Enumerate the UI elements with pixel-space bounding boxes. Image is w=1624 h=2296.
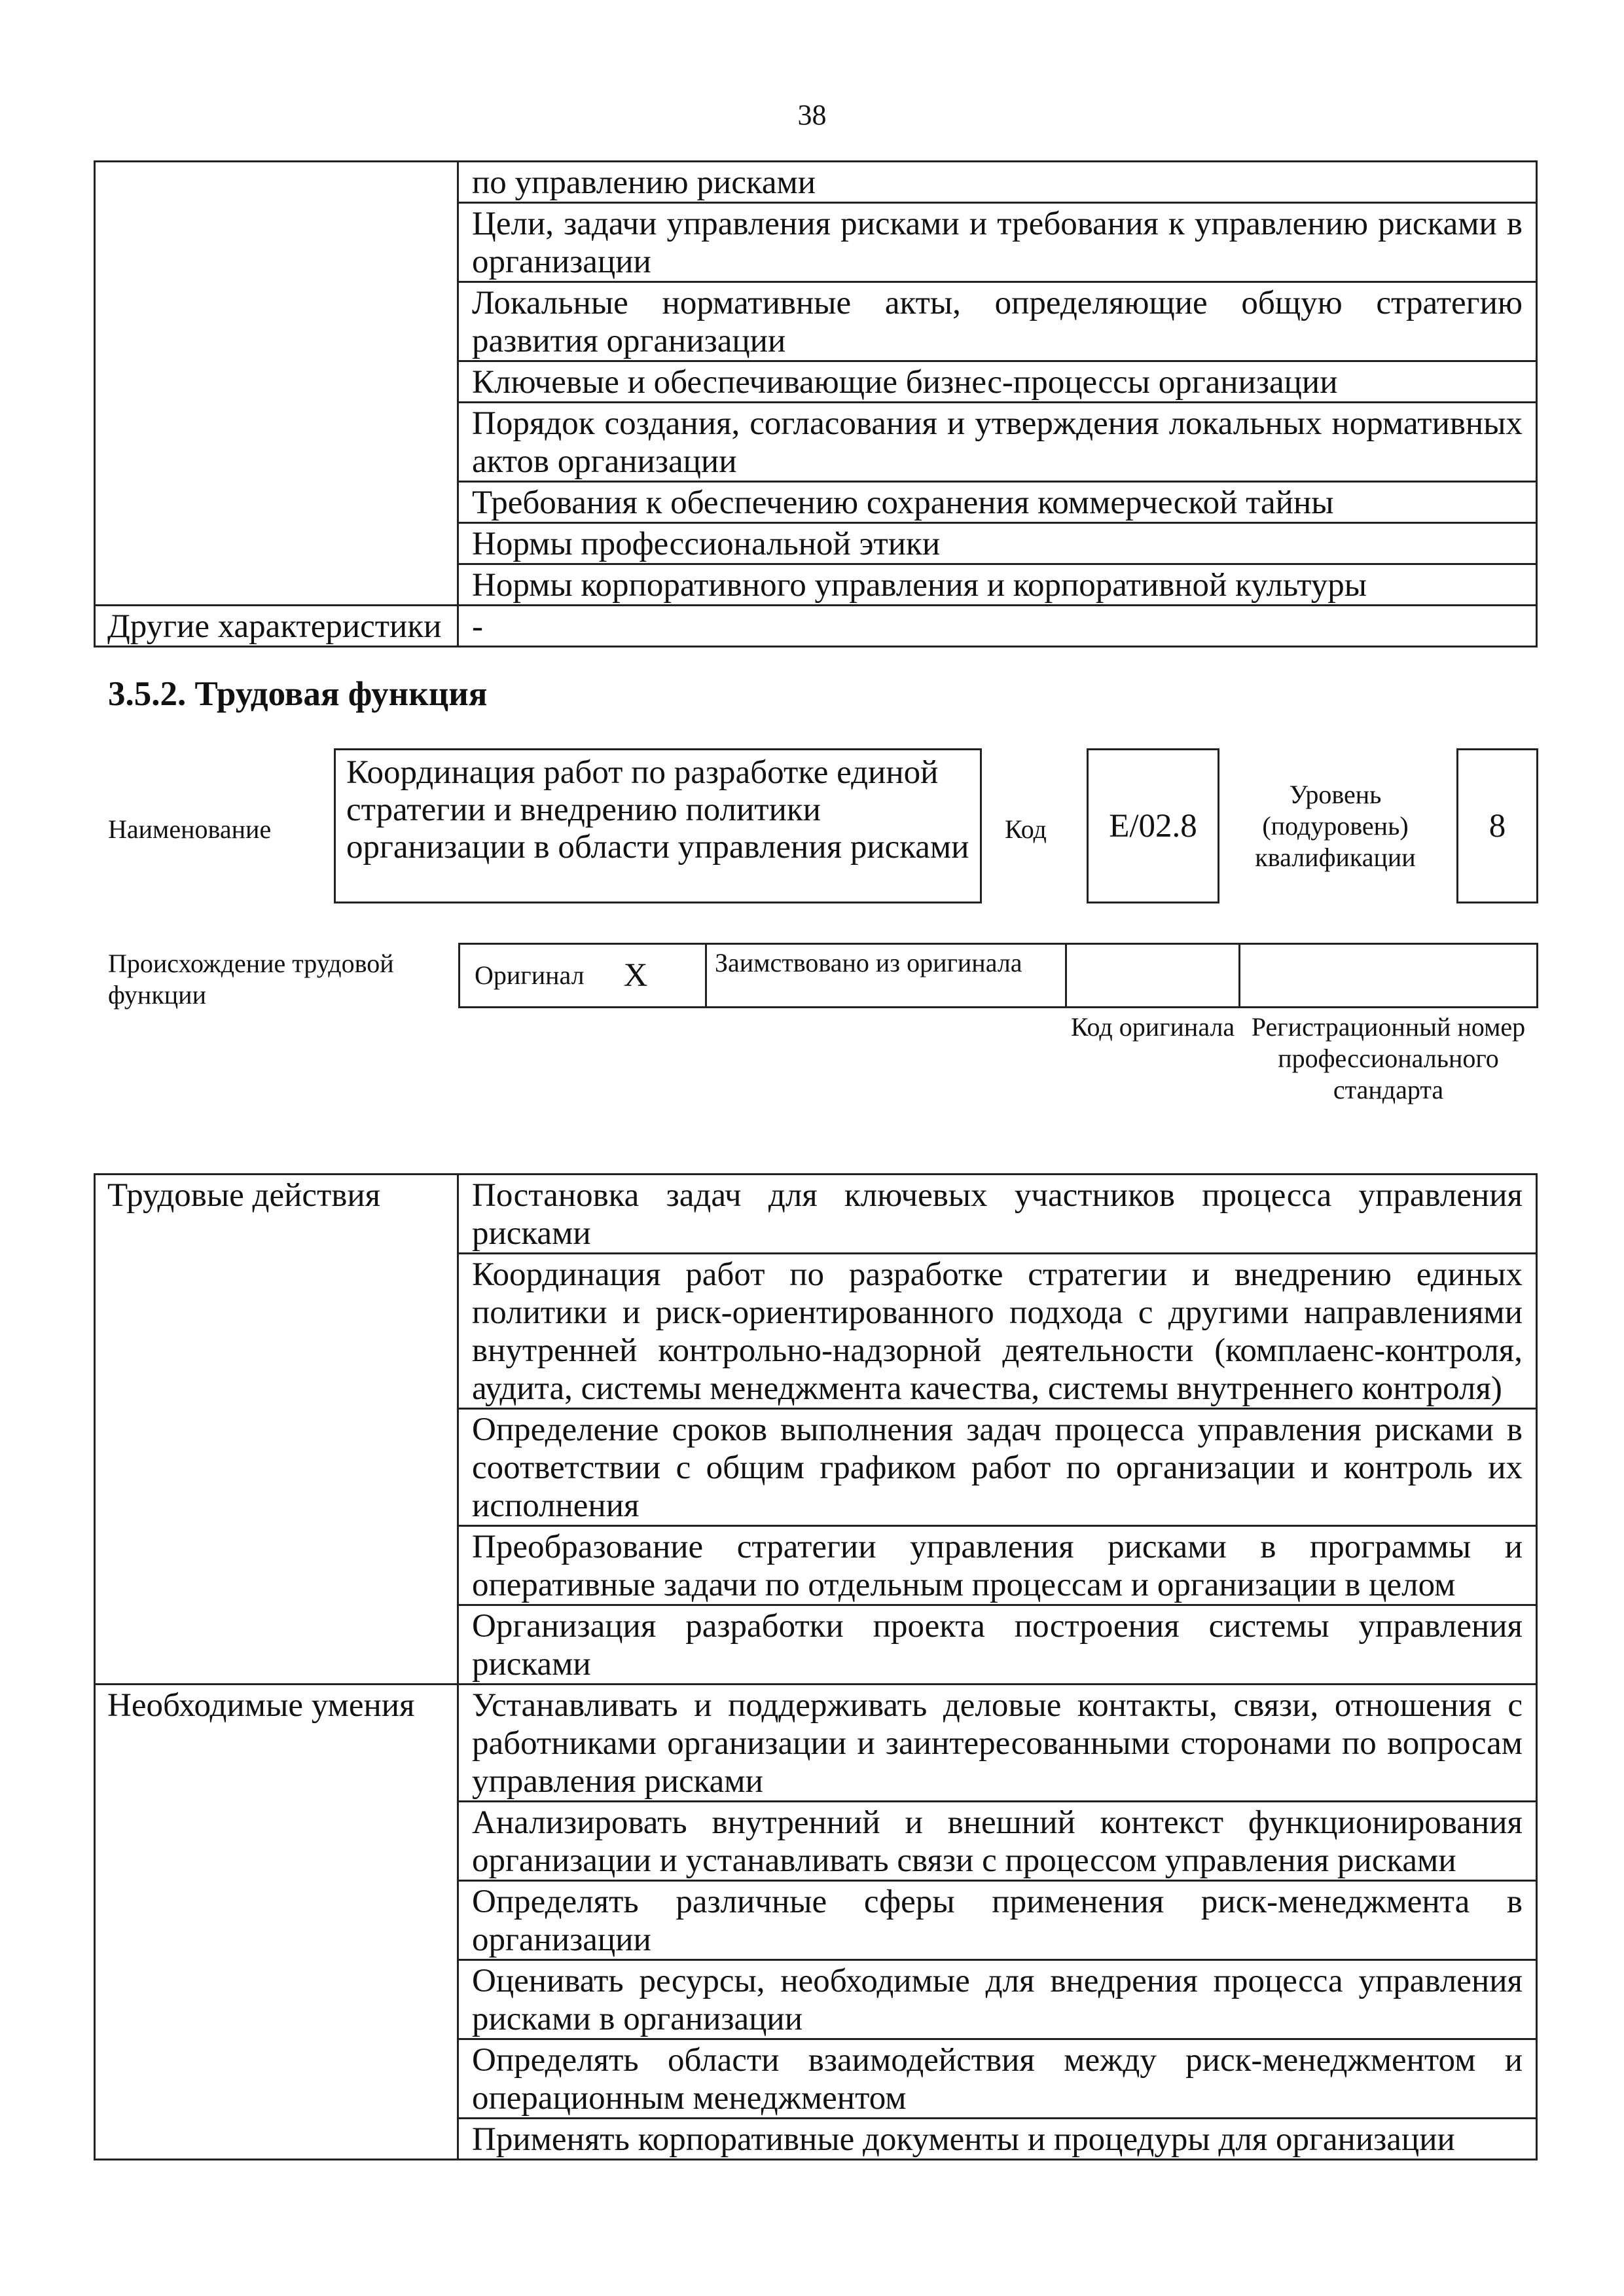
skill-item: Анализировать внутренний и внешний контекст функционирования организации и устанавливать связи с процессом управления рисками [458, 1802, 1537, 1881]
level-box [1456, 748, 1538, 903]
knowledge-item: Нормы профессиональной этики [458, 523, 1537, 564]
reg-number-caption: Регистрационный номер профессионального стандарта [1251, 1012, 1526, 1104]
code-label: Код [1005, 814, 1047, 844]
action-item: Определение сроков выполнения задач процесса управления рисками в соответствии с общим графиком работ по организации и контроль их исполнения [458, 1409, 1537, 1526]
original-label: Оригинал [475, 960, 585, 990]
reg-number-cell [1238, 943, 1538, 1008]
other-characteristics-value: - [458, 606, 1537, 647]
labor-function-table [94, 1173, 1538, 2160]
table-row [95, 1175, 1537, 1254]
original-box [458, 943, 707, 1008]
action-item: Организация разработки проекта построения системы управления рисками [458, 1605, 1537, 1685]
actions-label: Трудовые действия [95, 1175, 458, 1685]
knowledge-item: Цели, задачи управления рисками и требования к управлению рисками в организации [458, 203, 1537, 282]
action-item: Постановка задач для ключевых участников процесса управления рисками [458, 1175, 1537, 1254]
origin-label: Происхождение трудовой функции [108, 949, 394, 1010]
code-original-cell [1065, 943, 1240, 1008]
row-label-cell [95, 162, 458, 606]
level-value: 8 [1489, 807, 1506, 845]
table-row [95, 606, 1537, 647]
code-box [1087, 748, 1219, 903]
knowledge-item: по управлению рисками [458, 162, 1537, 203]
section-heading: 3.5.2. Трудовая функция [108, 675, 488, 713]
knowledge-item: Порядок создания, согласования и утверждения локальных нормативных актов организации [458, 403, 1537, 482]
page-number: 38 [797, 99, 827, 131]
table-row [95, 162, 1537, 203]
skill-item: Применять корпоративные документы и процедуры для организации [458, 2119, 1537, 2160]
function-name-box [334, 748, 982, 903]
action-item: Преобразование стратегии управления рисками в программы и оперативные задачи по отдельным процессам и организации в целом [458, 1526, 1537, 1605]
knowledge-item: Нормы корпоративного управления и корпоративной культуры [458, 564, 1537, 606]
function-name: Координация работ по разработке единой стратегии и внедрению политики организации в области управления рисками [346, 754, 969, 866]
other-characteristics-label: Другие характеристики [95, 606, 458, 647]
skill-item: Оценивать ресурсы, необходимые для внедрения процесса управления рисками в организации [458, 1960, 1537, 2039]
code-value: E/02.8 [1109, 807, 1197, 845]
borrowed-label: Заимствовано из оригинала [715, 948, 1022, 977]
knowledge-item: Требования к обеспечению сохранения коммерческой тайны [458, 482, 1537, 523]
action-item: Координация работ по разработке стратегии и внедрению единых политики и риск-ориентированного подхода с другими направлениями внутренней контрольно-надзорной деятельности (комплаенс-контроля, аудита, системы менеджмента качества, системы внутреннего контроля) [458, 1254, 1537, 1409]
knowledge-item: Локальные нормативные акты, определяющие общую стратегию развития организации [458, 282, 1537, 361]
code-original-caption: Код оригинала [1070, 1012, 1235, 1042]
borrowed-box [705, 943, 1067, 1008]
skill-item: Определять области взаимодействия между риск-менеджментом и операционным менеджментом [458, 2039, 1537, 2119]
table-row [95, 1685, 1537, 1802]
level-label: Уровень (подуровень) квалификации [1255, 780, 1416, 872]
skill-item: Определять различные сферы применения риск-менеджмента в организации [458, 1881, 1537, 1960]
skills-label: Необходимые умения [95, 1685, 458, 2160]
knowledge-item: Ключевые и обеспечивающие бизнес-процессы организации [458, 361, 1537, 403]
knowledge-table-continued [94, 160, 1538, 647]
name-label: Наименование [108, 814, 272, 844]
skill-item: Устанавливать и поддерживать деловые контакты, связи, отношения с работниками организации и заинтересованными сторонами по вопросам управления рисками [458, 1685, 1537, 1802]
original-mark: X [623, 957, 648, 994]
